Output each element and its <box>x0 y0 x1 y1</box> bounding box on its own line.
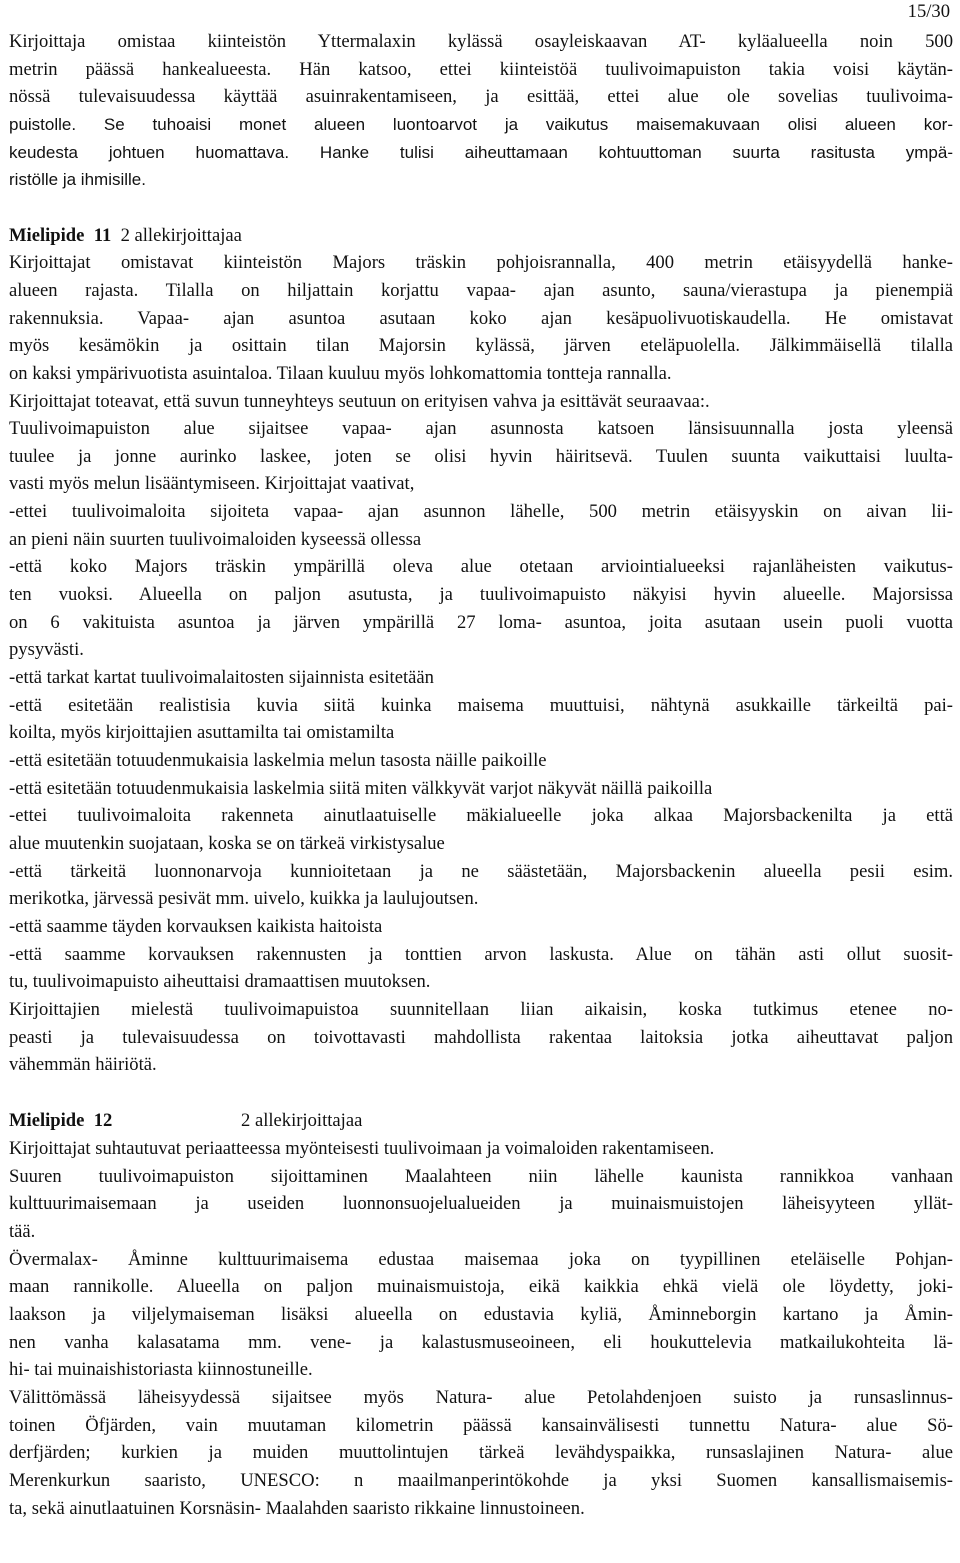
page-number: 15/30 <box>907 1 950 22</box>
text-line: vähemmän häiriötä. <box>9 1054 157 1076</box>
heading-title: Mielipide 11 <box>9 224 112 246</box>
text-line: tuulee ja jonne aurinko laskee, joten se olisi hyvin häiritsevä. Tuulen suunta vaikuttaisi luulta- <box>9 445 953 467</box>
text-line: koilta, myös kirjoittajien asuttamilta tai omistamilta <box>9 722 395 744</box>
text-line: on 6 vakituista asuntoa ja järven ympärillä 27 loma- asuntoa, joita asutaan usein puoli vuotta <box>9 611 953 633</box>
text-line: alueen rajasta. Tilalla on hiljattain korjattu vapaa- ajan asunto, sauna/vierastupa ja pienempiä <box>9 279 953 301</box>
text-line: puistolle. Se tuhoaisi monet alueen luontoarvot ja vaikutus maisemakuvaan olisi alueen kor- <box>9 114 953 134</box>
text-line: kulttuurimaisemaan ja useiden luonnonsuojelualueiden ja muinaismuistojen läheisyyteen yllät- <box>9 1193 953 1215</box>
text-line: alue muutenkin suojataan, koska se on tärkeä virkistysalue <box>9 833 445 855</box>
text-line: -että esitetään totuudenmukaisia laskelmia siitä miten välkkyvät varjot näkyvät näillä paikoilla <box>9 777 713 799</box>
text-line: vasti myös melun lisääntymiseen. Kirjoittajat vaativat, <box>9 473 415 495</box>
text-line: ten vuoksi. Alueella on paljon asutusta, ja tuulivoimapuisto näkyisi hyvin alueelle. Majorsissa <box>9 584 953 606</box>
section-11-text <box>9 249 953 1079</box>
text-line: Merenkurkun saaristo, UNESCO: n maailmanperintökohde ja yksi Suomen kansallismaisemis- <box>9 1469 953 1491</box>
text-line: Tuulivoimapuiston alue sijaitsee vapaa- ajan asunnosta katsoen länsisuunnalla josta yleensä <box>9 418 953 440</box>
text-line: ta, sekä ainutlaatuinen Korsnäsin- Maalahden saaristo rikkaine linnustoineen. <box>9 1497 585 1519</box>
text-line: peasti ja tulevaisuudessa on toivottavasti mahdollista rakentaa laitoksia jotka aiheuttavat paljon <box>9 1026 953 1048</box>
spacer <box>9 1079 953 1108</box>
text-line: keudesta johtuen huomattava. Hanke tulisi aiheuttamaan kohtuuttoman suurta rasitusta ympä- <box>9 142 953 162</box>
section-12 <box>9 1107 953 1522</box>
signers-count: 2 allekirjoittajaa <box>120 224 242 246</box>
text-line: merikotka, järvessä pesivät mm. uivelo, kuikka ja laulujoutsen. <box>9 888 479 910</box>
text-line: -ettei tuulivoimaloita sijoiteta vapaa- ajan asunnon lähelle, 500 metrin etäisyyskin on aivan lii- <box>9 501 953 523</box>
text-line: -että koko Majors träskin ympärillä oleva alue otetaan arviointialueeksi rajanläheisten vaikutus- <box>9 556 953 578</box>
text-line: toinen Öfjärden, vain muutaman kilometrin päässä kansainvälisesti tunnettu Natura- alue Sö- <box>9 1414 953 1436</box>
text-line: hi- tai muinaishistoriasta kiinnostuneille. <box>9 1359 313 1381</box>
text-line: Kirjoittajat suhtautuvat periaatteessa myönteisesti tuulivoimaan ja voimaloiden rakentamiseen. <box>9 1138 715 1160</box>
text-line: -että saamme korvauksen rakennusten ja tonttien arvon laskusta. Alue on tähän asti ollut suosit- <box>9 943 953 965</box>
text-line: tu, tuulivoimapuisto aiheuttaisi dramaattisen muutoksen. <box>9 971 431 993</box>
text-line: myös kesämökin ja osittain tilan Majorsin kylässä, järven eteläpuolella. Jälkimmäisellä tilalla <box>9 335 953 357</box>
text-line: pysyvästi. <box>9 639 84 661</box>
text-line: Suuren tuulivoimapuiston sijoittaminen Maalahteen niin lähelle kaunista rannikkoa vanhaan <box>9 1165 953 1187</box>
text-line: Kirjoittajat toteavat, että suvun tunneyhteys seutuun on erityisen vahva ja esittävät seuraavaa:. <box>9 390 710 412</box>
text-line: maan rannikolle. Alueella on paljon muinaismuistoja, eikä kaikkia ehkä vielä ole löydetty, joki- <box>9 1276 953 1298</box>
text-line: derfjärden; kurkien ja muiden muuttolintujen tärkeä levähdyspaikka, runsaslajinen Natura- alue <box>9 1442 953 1464</box>
text-line: nössä tulevaisuudessa käyttää asuinrakentamiseen, ja esittää, ettei alue ole sovelias tuulivoima- <box>9 86 953 108</box>
text-line: an pieni näin suurten tuulivoimaloiden kyseessä ollessa <box>9 528 422 550</box>
section-heading <box>9 1107 953 1135</box>
text-line: Övermalax- Åminne kulttuurimaisema edustaa maisemaa joka on tyypillinen eteläiselle Pohjan- <box>9 1248 953 1270</box>
text-line: on kaksi ympärivuotista asuintaloa. Tilaan kuuluu myös lohkomattomia tontteja rannalla. <box>9 362 672 384</box>
text-line: -että tarkat kartat tuulivoimalaitosten sijainnista esitetään <box>9 667 434 689</box>
text-line: rakennuksia. Vapaa- ajan asuntoa asutaan koko ajan kesäpuolivuotiskaudella. He omistavat <box>9 307 953 329</box>
text-line: Kirjoittajien mielestä tuulivoimapuistoa suunnitellaan liian aikaisin, koska tutkimus etenee no- <box>9 998 953 1020</box>
text-line: laakson ja viljelymaiseman lisäksi alueella on edustavia kyliä, Åminneborgin kartano ja Åmin- <box>9 1304 953 1326</box>
text-line: metrin päässä hankealueesta. Hän katsoo, ettei kiinteistöä tuulivoimapuiston takia voisi käytän- <box>9 58 953 80</box>
text-line: Kirjoittajat omistavat kiinteistön Majors träskin pohjoisrannalla, 400 metrin etäisyydellä hanke- <box>9 252 953 274</box>
section-12-text <box>9 1135 953 1522</box>
signers-count: 2 allekirjoittajaa <box>241 1110 363 1132</box>
text-line: Kirjoittaja omistaa kiinteistön Yttermalaxin kylässä osayleiskaavan AT- kyläalueella noin 500 <box>9 31 953 52</box>
text-line: -että esitetään totuudenmukaisia laskelmia melun tasosta näille paikoille <box>9 750 547 772</box>
section-heading <box>9 222 953 250</box>
text-line: tää. <box>9 1221 36 1243</box>
spacer <box>9 194 953 222</box>
section-10-continuation <box>9 28 953 194</box>
text-line: -että esitetään realistisia kuvia siitä kuinka maisema muuttuisi, nähtynä asukkaille tärkeiltä pai- <box>9 694 953 716</box>
document-body <box>9 28 953 1522</box>
text-line: -että tärkeitä luonnonarvoja kunnioitetaan ja ne säästetään, Majorsbackenin alueella pesii esim. <box>9 860 953 882</box>
text-line: Välittömässä läheisyydessä sijaitsee myös Natura- alue Petolahdenjoen suisto ja runsaslinnus- <box>9 1386 953 1408</box>
text-line: ristölle ja ihmisille. <box>9 170 146 190</box>
text-line: -ettei tuulivoimaloita rakenneta ainutlaatuiselle mäkialueelle joka alkaa Majorsbackenilta ja että <box>9 805 953 827</box>
heading-title: Mielipide 12 <box>9 1110 113 1132</box>
section-11 <box>9 222 953 1079</box>
text-line: -että saamme täyden korvauksen kaikista haitoista <box>9 915 383 937</box>
text-line: nen vanha kalasatama mm. vene- ja kalastusmuseoineen, eli houkuttelevia matkailukohteita lä- <box>9 1331 953 1353</box>
